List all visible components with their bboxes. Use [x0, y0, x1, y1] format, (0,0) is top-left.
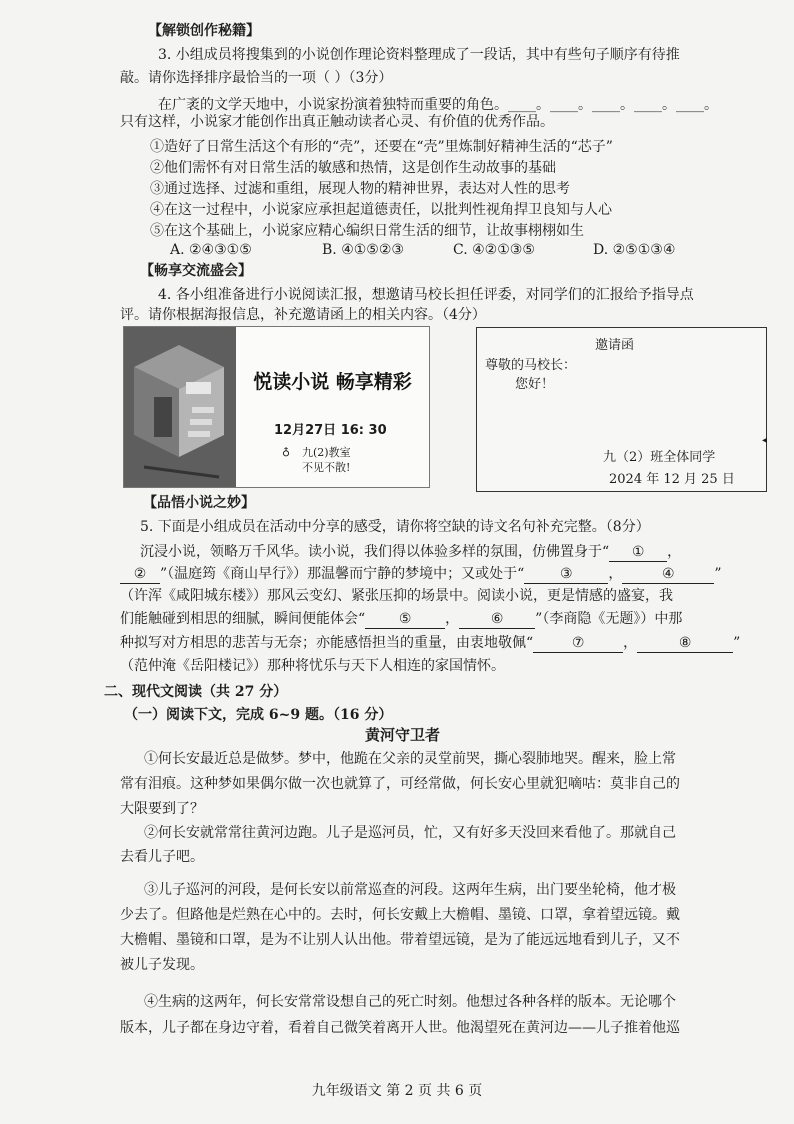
- invitation-date: 2024 年 12 月 25 日: [609, 472, 735, 487]
- story-line: 被儿子发现。: [120, 957, 204, 973]
- story-title: 黄河守卫者: [365, 726, 441, 744]
- answer-blank-7[interactable]: ⑦: [533, 634, 623, 653]
- q3-item-1: ①造好了日常生活这个有形的“壳”，还要在“壳”里炼制好精神生活的“芯子”: [150, 139, 613, 155]
- q3-option-d: D. ②⑤①③④: [593, 242, 676, 258]
- q3-item-4: ④在这一过程中，小说家应承担起道德责任，以批判性视角捍卫良知与人心: [150, 202, 612, 218]
- q3-option-c: C. ④②①③⑤: [453, 242, 535, 258]
- q3-item-5: ⑤在这个基础上，小说家应精心编织日常生活的细节，让故事栩栩如生: [150, 223, 584, 239]
- q5-line-4: （许浑《咸阳城东楼》）那风云变幻、紧张压抑的场景中。阅读小说，更是情感的盛宴，我: [120, 588, 673, 604]
- q3-paragraph-2: 只有这样，小说家才能创作出真正触动读者心灵、有价值的优秀作品。: [120, 114, 554, 130]
- q3-item-2: ②他们需怀有对日常生活的敏感和热情，这是创作生动故事的基础: [150, 160, 556, 176]
- story-line: 少去了。但路他是烂熟在心中的。去时，何长安戴上大檐帽、墨镜、口罩，拿着望远镜。戴: [120, 907, 680, 923]
- q4-line-1: 4. 各小组准备进行小说阅读汇报，想邀请马校长担任评委，对同学们的汇报给予指导点: [158, 287, 694, 303]
- story-line: 大檐帽、墨镜和口罩，是为不让别人认出他。带着望远镜，是为了能远远地看到儿子，又不: [120, 932, 680, 948]
- q5-line-2-text: 沉浸小说，领略万千风华。读小说，我们得以体验多样的氛围，仿佛置身于“: [140, 544, 610, 560]
- answer-blank-5[interactable]: ⑤: [365, 610, 445, 629]
- q5-line-5: 们能触碰到相思的细腻，瞬间便能体会“ ⑤ ， ⑥ ”（李商隐《无题》）中那: [120, 611, 683, 627]
- q3-item-3: ③通过选择、过滤和重组，展现人物的精神世界，表达对人性的思考: [150, 181, 570, 197]
- story-line: ②何长安就常常往黄河边跑。儿子是巡河员，忙，又有好多天没回来看他了。那就自己: [144, 825, 676, 841]
- margin-mark: ◂: [762, 435, 768, 446]
- q5-line-7: （范仲淹《岳阳楼记》）那种将忧乐与天下人相连的家国情怀。: [120, 658, 505, 674]
- q5-line-5-text: 们能触碰到相思的细腻，瞬间便能体会“: [120, 611, 366, 627]
- invitation-greeting: 您好！: [515, 377, 555, 392]
- poster-place-line-2: 不见不散!: [302, 461, 351, 474]
- reading-1-instruction: （一）阅读下文，完成 6~9 题。（16 分）: [124, 707, 393, 723]
- story-line: ④生病的这两年，何长安常常设想自己的死亡时刻。他想过各种各样的版本。无论哪个: [144, 994, 676, 1010]
- section-header-unlock: 【解锁创作秘籍】: [148, 23, 260, 39]
- answer-blank-2[interactable]: ②: [120, 565, 160, 584]
- q3-line-1: 3. 小组成员将搜集到的小说创作理论资料整理成了一段话，其中有些句子顺序有待推: [158, 47, 680, 63]
- story-line: 常有泪痕。这种梦如果偶尔做一次也就算了，可经常做，何长安心里就犯嘀咕：莫非自己的: [120, 776, 680, 792]
- answer-blank-8[interactable]: ⑧: [637, 634, 733, 653]
- q3-option-b: B. ④①⑤②③: [322, 242, 404, 258]
- q5-line-1: 5. 下面是小组成员在活动中分享的感受，请你将空缺的诗文名句补充完整。（8分）: [140, 519, 650, 535]
- q5-line-6-text: 种拟写对方相思的悲苦与无奈；亦能感悟担当的重量，由衷地敬佩“: [120, 635, 534, 651]
- answer-blank-3[interactable]: ③: [524, 565, 608, 584]
- story-line: 去看儿子吧。: [120, 849, 204, 865]
- q4-line-2: 评。请你根据海报信息，补充邀请函上的相关内容。（4分）: [120, 307, 486, 323]
- q5-line-2: 沉浸小说，领略万千风华。读小说，我们得以体验多样的氛围，仿佛置身于“ ① ，: [140, 544, 682, 560]
- q5-line-5-tail: ”（李商隐《无题》）中那: [535, 611, 683, 627]
- answer-blank-6[interactable]: ⑥: [459, 610, 535, 629]
- section-header-share: 【畅享交流盛会】: [140, 263, 252, 279]
- invitation-salutation: 尊敬的马校长：: [485, 358, 577, 373]
- invitation-signature: 九（2）班全体同学: [603, 450, 716, 465]
- invitation-heading: 邀请函: [595, 338, 635, 353]
- poster-place-line-1: 九(2)教室: [302, 446, 351, 459]
- poster-title: 悦读小说 畅享精彩: [253, 371, 412, 393]
- answer-blank-1[interactable]: ①: [609, 543, 667, 562]
- q3-option-a: A. ②④③①⑤: [170, 242, 252, 258]
- q3-paragraph-1: 在广袤的文学天地中，小说家扮演着独特而重要的角色。____。____。____。____。____。: [158, 97, 718, 113]
- part-2-header: 二、现代文阅读（共 27 分）: [104, 684, 288, 700]
- poster-illustration: [124, 327, 236, 487]
- page-footer: 九年级语文 第 2 页 共 6 页: [311, 1083, 483, 1099]
- story-line: ③儿子巡河的河段，是何长安以前常巡查的河段。这两年生病，出门要坐轮椅，他才极: [144, 882, 676, 898]
- location-pin-icon: ♁: [282, 445, 291, 458]
- invitation-letter: [476, 327, 767, 492]
- event-poster: [123, 326, 430, 488]
- story-line: ①何长安最近总是做梦。梦中，他跪在父亲的灵堂前哭，撕心裂肺地哭。醒来，脸上常: [144, 751, 676, 767]
- q5-line-6: 种拟写对方相思的悲苦与无奈；亦能感悟担当的重量，由衷地敬佩“ ⑦ ， ⑧ ”: [120, 635, 741, 651]
- poster-time: 12月27日 16: 30: [274, 423, 387, 438]
- poster-place: [302, 445, 351, 475]
- story-line: 版本，儿子都在身边守着，看着自己微笑着离开人世。他渴望死在黄河边——儿子推着他巡: [120, 1020, 680, 1036]
- section-header-wonder: 【品悟小说之妙】: [143, 495, 255, 511]
- story-line: 大限要到了？: [120, 801, 204, 817]
- q3-line-2: 敲。请你选择排序最恰当的一项（ ）（3分）: [120, 70, 393, 86]
- q5-line-3: ② ”（温庭筠《商山早行》）那温馨而宁静的梦境中；又或处于“ ③ ， ④ ”: [120, 565, 722, 584]
- answer-blank-4[interactable]: ④: [622, 565, 714, 584]
- q5-line-3-text: ”（温庭筠《商山早行》）那温馨而宁静的梦境中；又或处于“: [160, 566, 525, 582]
